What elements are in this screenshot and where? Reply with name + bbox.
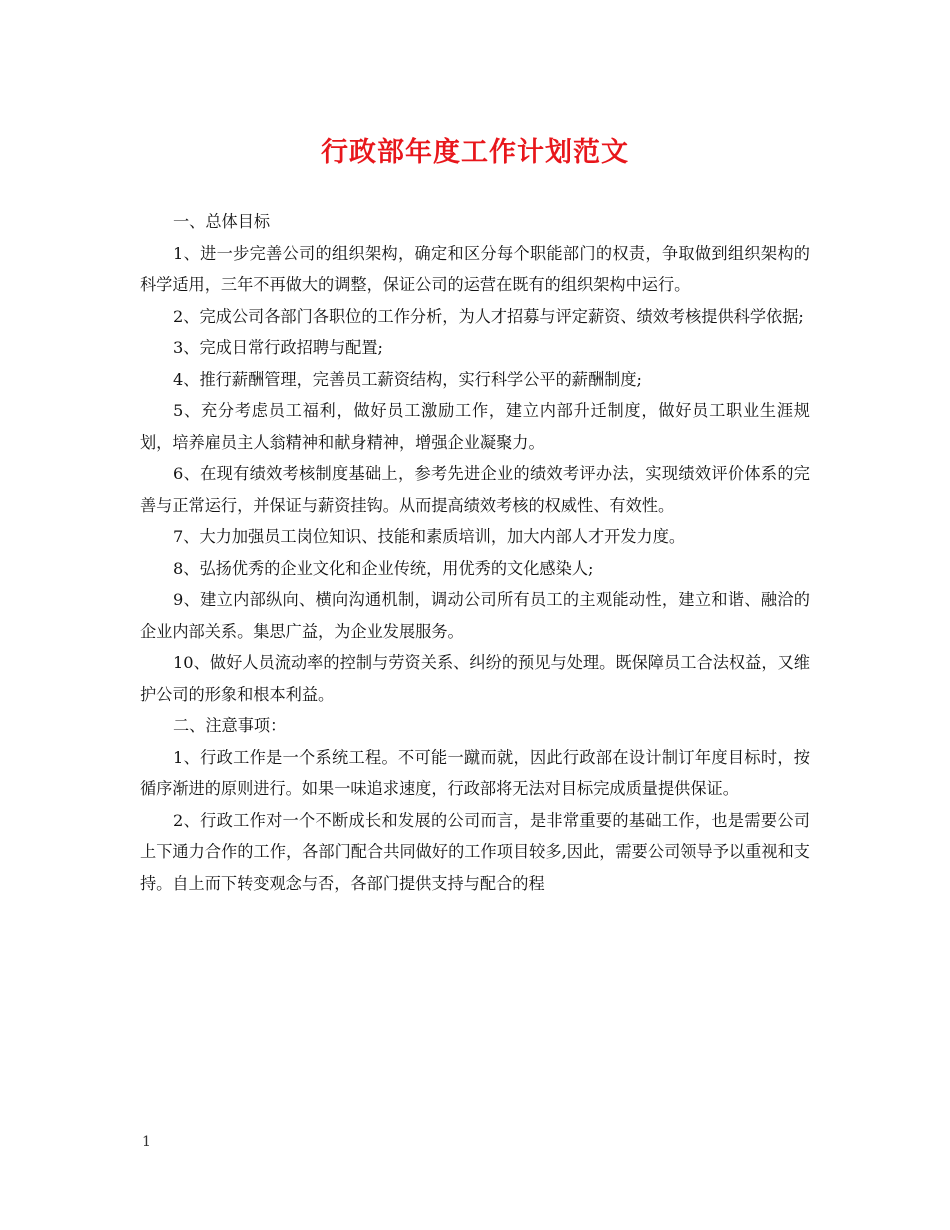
paragraph: 1、行政工作是一个系统工程。不可能一蹴而就，因此行政部在设计制订年度目标时，按循序渐进的原则进行。如果一味追求速度，行政部将无法对目标完成质量提供保证。	[140, 747, 810, 798]
document-title: 行政部年度工作计划范文	[321, 137, 629, 168]
paragraph: 1、进一步完善公司的组织架构，确定和区分每个职能部门的权责，争取做到组织架构的科学适用，三年不再做大的调整，保证公司的运营在既有的组织架构中运行。	[140, 243, 810, 294]
paragraph: 6、在现有绩效考核制度基础上，参考先进企业的绩效考评办法，实现绩效评价体系的完善与正常运行，并保证与薪资挂钩。从而提高绩效考核的权威性、有效性。	[140, 464, 810, 515]
paragraph: 9、建立内部纵向、横向沟通机制，调动公司所有员工的主观能动性，建立和谐、融洽的企业内部关系。集思广益，为企业发展服务。	[140, 590, 810, 641]
paragraph: 5、充分考虑员工福利，做好员工激励工作，建立内部升迁制度，做好员工职业生涯规划，培养雇员主人翁精神和献身精神，增强企业凝聚力。	[140, 401, 810, 452]
paragraph: 2、完成公司各部门各职位的工作分析，为人才招募与评定薪资、绩效考核提供科学依据;	[173, 306, 804, 326]
paragraph: 8、弘扬优秀的企业文化和企业传统，用优秀的文化感染人;	[173, 558, 594, 578]
paragraph: 2、行政工作对一个不断成长和发展的公司而言，是非常重要的基础工作，也是需要公司上下通力合作的工作，各部门配合共同做好的工作项目较多,因此，需要公司领导予以重视和支持。自上而下转变观念与否，各部门提供支持与配合的程	[140, 810, 810, 893]
paragraph: 10、做好人员流动率的控制与劳资关系、纠纷的预见与处理。既保障员工合法权益，又维护公司的形象和根本利益。	[140, 653, 810, 704]
paragraph: 3、完成日常行政招聘与配置;	[173, 338, 384, 357]
paragraph: 7、大力加强员工岗位知识、技能和素质培训，加大内部人才开发力度。	[173, 527, 686, 546]
document-body	[140, 206, 810, 899]
page-number: 1	[142, 1134, 151, 1150]
section-heading-notes: 二、注意事项：	[173, 716, 287, 735]
section-heading-goals: 一、总体目标	[173, 212, 271, 231]
paragraph: 4、推行薪酬管理，完善员工薪资结构，实行科学公平的薪酬制度;	[173, 369, 643, 389]
